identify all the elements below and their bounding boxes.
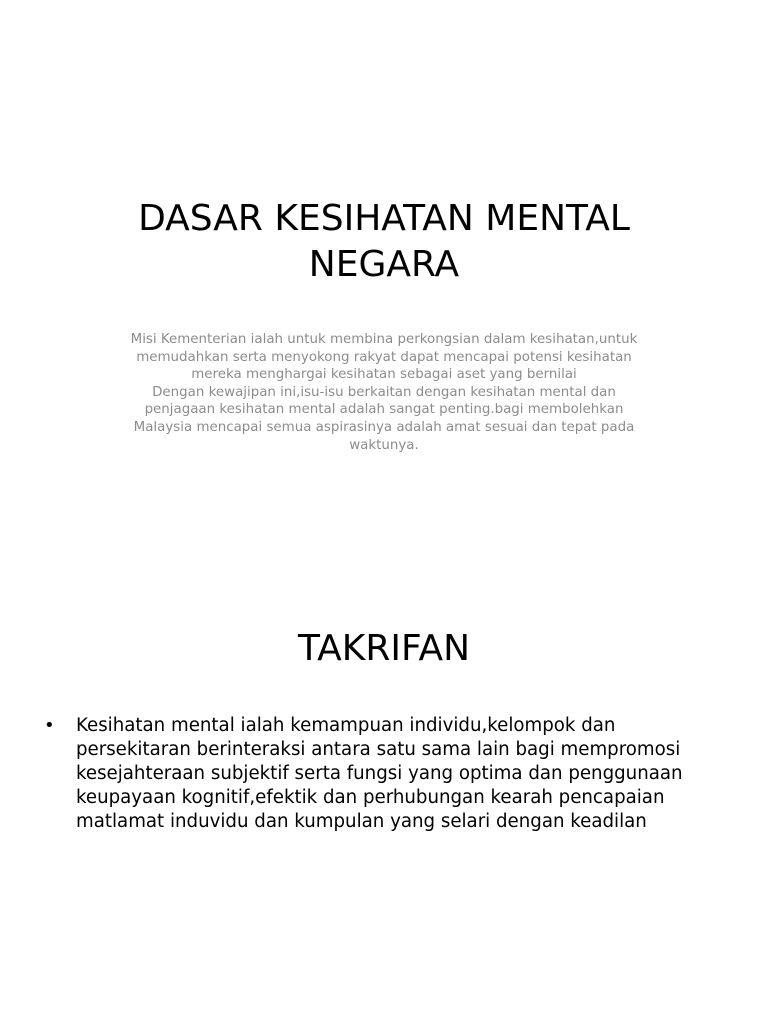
subtitle-paragraph-1: Misi Kementerian ialah untuk membina perkongsian dalam kesihatan,untuk memudahkan serta menyokong rakyat dapat mencapai potensi kesihatan mereka menghargai kesihatan sebagai aset yang bernilai bbox=[130, 332, 638, 383]
bullet-text: Kesihatan mental ialah kemampuan individu,kelompok dan persekitaran berinteraksi antara satu sama lain bagi mempromosi kesejahteraan subjektif serta fungsi yang optima dan penggunaan keupayaan kognitif,efektik dan perhubungan kearah pencapaian matlamat induvidu dan kumpulan yang selari dengan keadilan bbox=[76, 715, 683, 832]
slide-2-title: TAKRIFAN bbox=[297, 628, 471, 669]
slide-1-title: DASAR KESIHATAN MENTAL NEGARA bbox=[138, 198, 630, 285]
slide-2 bbox=[0, 576, 768, 1024]
bullet-dot-icon: • bbox=[44, 715, 55, 736]
bullet-list bbox=[40, 714, 730, 834]
bullet-item bbox=[40, 714, 730, 834]
subtitle-paragraph-2: Dengan kewajipan ini,isu-isu berkaitan dengan kesihatan mental dan penjagaan kesihatan mental adalah sangat penting.bagi membolehkan Malaysia mencapai semua aspirasinya adalah amat sesuai dan tepat pada waktunya. bbox=[133, 384, 635, 453]
slide-1-subtitle bbox=[118, 331, 650, 454]
